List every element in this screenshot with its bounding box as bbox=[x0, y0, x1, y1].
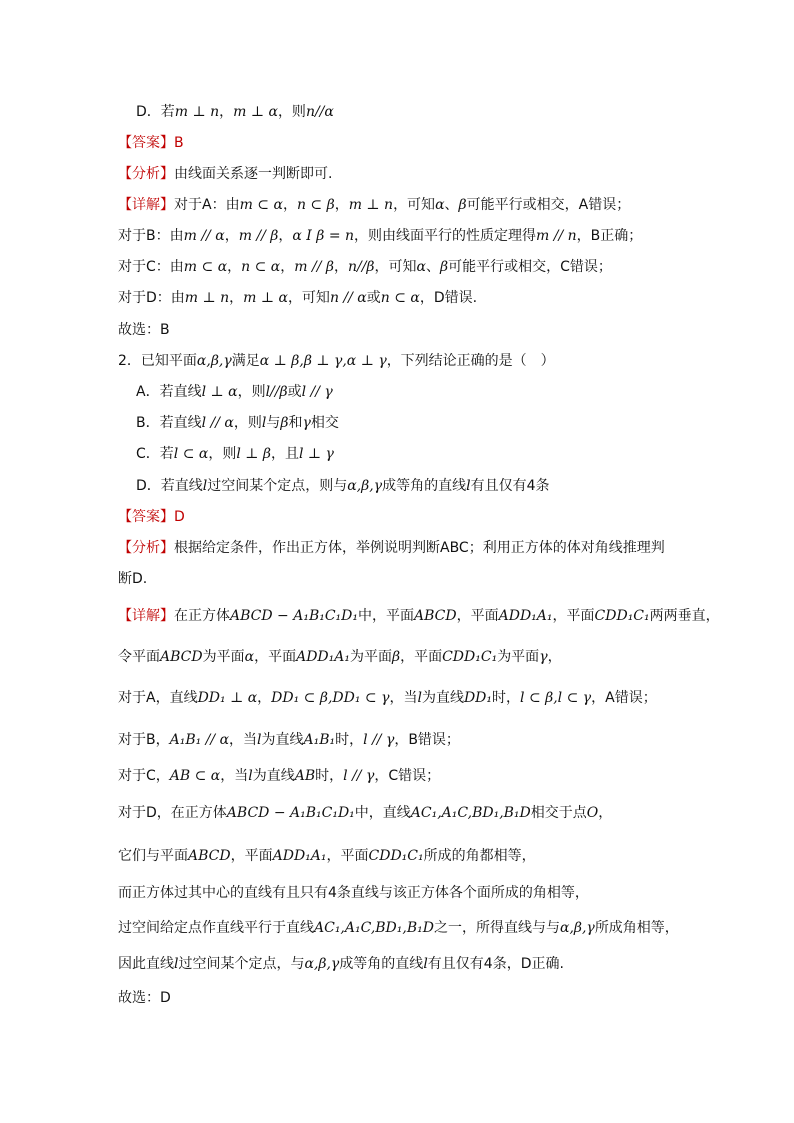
math-expression: m // n bbox=[536, 228, 577, 244]
text-run: 所成的角都相等， bbox=[423, 848, 536, 864]
text-run: ， bbox=[598, 805, 613, 821]
text-run: 成等角的直线 bbox=[339, 956, 424, 972]
text-run: 它们与平面 bbox=[118, 848, 188, 864]
math-expression: ADD₁A₁ bbox=[498, 608, 553, 624]
math-expression: CDD₁C₁ bbox=[368, 848, 424, 864]
math-expression: ABCD − A₁B₁C₁D₁ bbox=[226, 805, 355, 821]
text-run: 过空间给定点作直线平行于直线 bbox=[118, 920, 314, 936]
math-expression: β bbox=[391, 649, 401, 665]
text-line bbox=[118, 988, 171, 1008]
math-expression: l bbox=[257, 732, 262, 748]
text-run: 为平面 bbox=[349, 649, 392, 665]
text-run: 中，直线 bbox=[354, 805, 411, 821]
math-expression: l ⊂ α bbox=[173, 446, 209, 462]
math-expression: β bbox=[458, 197, 467, 213]
math-expression: A₁B₁ // α bbox=[169, 732, 230, 748]
math-expression: AB ⊂ α bbox=[169, 768, 221, 784]
math-expression: l ⊥ γ bbox=[298, 446, 334, 462]
text-line bbox=[118, 164, 332, 184]
text-run: 中，平面 bbox=[358, 608, 415, 624]
math-expression: A₁B₁ bbox=[303, 732, 336, 748]
text-run: 满足 bbox=[231, 353, 260, 369]
math-expression: l // γ bbox=[301, 384, 333, 400]
math-expression: m // α bbox=[183, 228, 225, 244]
text-run: D．若 bbox=[136, 104, 175, 120]
text-run: 过空间某个定点，则与 bbox=[207, 478, 348, 494]
text-run: 对于C：由 bbox=[118, 259, 184, 275]
text-run: 所成角相等， bbox=[594, 920, 679, 936]
math-expression: γ bbox=[539, 649, 548, 665]
text-run: ，可知 bbox=[374, 259, 417, 275]
math-expression: m ⊂ α bbox=[239, 197, 283, 213]
text-line bbox=[118, 606, 720, 626]
text-line bbox=[118, 538, 665, 558]
math-expression: AB bbox=[294, 768, 316, 784]
text-run: 为直线 bbox=[421, 690, 464, 706]
math-expression: AC₁,A₁C,BD₁,B₁D bbox=[314, 920, 434, 936]
math-expression: γ bbox=[302, 415, 311, 431]
text-run: 对于A：由 bbox=[174, 197, 240, 213]
text-run: ，可知 bbox=[393, 197, 436, 213]
text-run: 相交于点 bbox=[530, 805, 587, 821]
text-run: 时， bbox=[492, 690, 521, 706]
text-run: ，A错误； bbox=[591, 690, 657, 706]
text-run: 对于B， bbox=[118, 732, 170, 748]
text-run: 有且仅有4条 bbox=[470, 478, 550, 494]
math-expression: ABCD bbox=[160, 649, 203, 665]
text-run: ，平面 bbox=[552, 608, 595, 624]
text-line bbox=[118, 226, 642, 246]
text-run: ，当 bbox=[389, 690, 418, 706]
text-run: C．若 bbox=[136, 446, 174, 462]
section-tag: 【分析】 bbox=[118, 540, 174, 556]
text-run: 为平面 bbox=[497, 649, 540, 665]
math-expression: n ⊂ β bbox=[296, 197, 335, 213]
math-expression: l//β bbox=[265, 384, 288, 400]
math-expression: β bbox=[280, 415, 289, 431]
math-expression: m ⊥ n bbox=[348, 197, 394, 213]
text-line bbox=[118, 288, 477, 308]
text-run: ， bbox=[333, 259, 348, 275]
text-run: 时， bbox=[315, 768, 344, 784]
text-run: 两两垂直， bbox=[649, 608, 720, 624]
text-run: ， bbox=[547, 649, 562, 665]
math-expression: m ⊥ α bbox=[243, 290, 288, 306]
math-expression: m // β bbox=[294, 259, 334, 275]
text-line bbox=[136, 444, 334, 464]
text-run: ，则 bbox=[208, 446, 237, 462]
text-run: 可能平行或相交，C错误； bbox=[448, 259, 612, 275]
math-expression: m ⊥ n bbox=[174, 104, 220, 120]
text-line bbox=[118, 569, 147, 589]
math-expression: l ⊥ β bbox=[236, 446, 271, 462]
text-run: 由线面关系逐一判断即可. bbox=[174, 166, 333, 182]
math-expression: ABCD bbox=[414, 608, 457, 624]
text-run: 可能平行或相交，A错误； bbox=[466, 197, 631, 213]
math-expression: l ⊥ α bbox=[201, 384, 238, 400]
section-tag: 【详解】 bbox=[118, 608, 174, 624]
math-expression: DD₁ ⊥ α bbox=[197, 690, 258, 706]
math-expression: CDD₁C₁ bbox=[594, 608, 650, 624]
section-tag: 【详解】 bbox=[118, 197, 174, 213]
text-run: 对于B：由 bbox=[118, 228, 184, 244]
text-line bbox=[118, 688, 657, 708]
math-expression: m // β bbox=[238, 228, 279, 244]
text-run: 过空间某个定点，与 bbox=[178, 956, 305, 972]
math-expression: l // α bbox=[201, 415, 234, 431]
text-line bbox=[136, 102, 334, 122]
text-line bbox=[136, 413, 339, 433]
text-run: 或 bbox=[287, 384, 302, 400]
text-run: ，则 bbox=[233, 415, 262, 431]
text-run: 故选：D bbox=[118, 990, 171, 1006]
text-line bbox=[118, 647, 562, 667]
text-line bbox=[118, 507, 185, 527]
text-run: ， bbox=[278, 228, 293, 244]
text-run: ，则 bbox=[237, 384, 266, 400]
text-run: ，平面 bbox=[230, 848, 273, 864]
math-expression: n ⊂ α bbox=[380, 290, 420, 306]
math-expression: α bbox=[435, 197, 445, 213]
text-run: 为平面 bbox=[202, 649, 245, 665]
math-expression: DD₁ bbox=[463, 690, 493, 706]
text-run: 时， bbox=[335, 732, 364, 748]
text-run: 对于D：由 bbox=[118, 290, 185, 306]
text-line bbox=[118, 766, 440, 786]
math-expression: CDD₁C₁ bbox=[442, 649, 498, 665]
math-expression: n//α bbox=[305, 104, 334, 120]
text-run: 对于C， bbox=[118, 768, 170, 784]
math-expression: α,β,γ bbox=[347, 478, 383, 494]
text-run: 、 bbox=[425, 259, 440, 275]
math-expression: α I β = n bbox=[292, 228, 355, 244]
text-run: D bbox=[174, 509, 185, 525]
text-run: ， bbox=[219, 104, 234, 120]
text-run: ， bbox=[227, 259, 242, 275]
text-run: ，当 bbox=[229, 732, 258, 748]
text-run: B．若直线 bbox=[136, 415, 202, 431]
text-line bbox=[118, 730, 460, 750]
math-expression: l ⊂ β,l ⊂ γ bbox=[520, 690, 592, 706]
text-run: 令平面 bbox=[118, 649, 160, 665]
math-expression: AC₁,A₁C,BD₁,B₁D bbox=[410, 805, 531, 821]
math-expression: ADD₁A₁ bbox=[272, 848, 327, 864]
text-run: 根据给定条件，作出正方体，举例说明判断ABC；利用正方体的体对角线推理判 bbox=[174, 540, 665, 556]
math-expression: n//β bbox=[347, 259, 375, 275]
text-line bbox=[118, 195, 630, 215]
text-run: 成等角的直线 bbox=[382, 478, 467, 494]
section-tag: 【答案】 bbox=[118, 509, 174, 525]
text-run: ，C错误； bbox=[374, 768, 441, 784]
text-run: ，B正确； bbox=[576, 228, 643, 244]
text-line bbox=[136, 476, 550, 496]
text-run: 对于D，在正方体 bbox=[118, 805, 227, 821]
math-expression: β bbox=[439, 259, 449, 275]
text-line bbox=[118, 133, 184, 153]
text-run: ，平面 bbox=[400, 649, 443, 665]
text-run: 而正方体过其中心的直线有且只有4条直线与该正方体各个面所成的角相等， bbox=[118, 885, 589, 901]
text-run: ，平面 bbox=[326, 848, 369, 864]
math-expression: l bbox=[202, 478, 208, 494]
math-expression: ABCD − A₁B₁C₁D₁ bbox=[230, 608, 359, 624]
text-run: 对于A，直线 bbox=[118, 690, 198, 706]
text-run: ， bbox=[229, 290, 244, 306]
math-expression: l bbox=[423, 956, 428, 972]
math-expression: l bbox=[261, 415, 267, 431]
math-expression: ABCD bbox=[188, 848, 231, 864]
section-tag: 【答案】 bbox=[118, 135, 174, 151]
section-tag: 【分析】 bbox=[118, 166, 174, 182]
text-line bbox=[118, 320, 170, 340]
math-expression: n // α bbox=[329, 290, 367, 306]
text-line bbox=[118, 257, 612, 277]
text-run: ， bbox=[224, 228, 239, 244]
text-run: 与 bbox=[266, 415, 281, 431]
text-run: 或 bbox=[366, 290, 381, 306]
text-run: ，当 bbox=[220, 768, 249, 784]
text-line bbox=[118, 918, 679, 938]
math-expression: m ⊥ n bbox=[184, 290, 230, 306]
text-run: 有且仅有4条，D正确. bbox=[427, 956, 564, 972]
math-expression: m ⊥ α bbox=[233, 104, 278, 120]
text-line bbox=[118, 803, 612, 823]
text-run: ，平面 bbox=[456, 608, 499, 624]
text-run: 故选：B bbox=[118, 322, 170, 338]
math-expression: l bbox=[466, 478, 471, 494]
text-line bbox=[118, 883, 589, 903]
text-run: ，则由线面平行的性质定理得 bbox=[354, 228, 537, 244]
text-run: B bbox=[174, 135, 184, 151]
math-expression: ADD₁A₁ bbox=[296, 649, 350, 665]
text-run: ，下列结论正确的是（ ） bbox=[386, 353, 555, 369]
math-expression: α,β,γ bbox=[559, 920, 595, 936]
math-expression: l // γ bbox=[363, 732, 395, 748]
math-expression: O bbox=[586, 805, 599, 821]
text-run: A．若直线 bbox=[136, 384, 202, 400]
text-run: 在正方体 bbox=[174, 608, 230, 624]
text-run: ， bbox=[282, 197, 297, 213]
text-line bbox=[118, 846, 536, 866]
math-expression: m ⊂ α bbox=[183, 259, 228, 275]
math-expression: DD₁ ⊂ β,DD₁ ⊂ γ bbox=[271, 690, 390, 706]
text-line bbox=[118, 954, 564, 974]
text-run: 2．已知平面 bbox=[118, 353, 197, 369]
text-run: 和 bbox=[288, 415, 303, 431]
text-run: 为直线 bbox=[261, 732, 304, 748]
text-line bbox=[136, 382, 333, 402]
math-expression: α,β,γ bbox=[304, 956, 340, 972]
text-run: ， bbox=[257, 690, 272, 706]
math-expression: l // γ bbox=[343, 768, 375, 784]
text-line bbox=[118, 351, 555, 371]
text-run: ， bbox=[334, 197, 349, 213]
text-run: ，平面 bbox=[254, 649, 297, 665]
text-run: 相交 bbox=[310, 415, 339, 431]
math-expression: n ⊂ α bbox=[241, 259, 281, 275]
text-run: 因此直线 bbox=[118, 956, 174, 972]
math-expression: α bbox=[416, 259, 426, 275]
text-run: D．若直线 bbox=[136, 478, 203, 494]
math-expression: α,β,γ bbox=[196, 353, 232, 369]
math-expression: α bbox=[244, 649, 255, 665]
text-run: ，且 bbox=[270, 446, 299, 462]
text-run: 之一，所得直线与与 bbox=[433, 920, 560, 936]
text-run: ，可知 bbox=[287, 290, 330, 306]
math-expression: l bbox=[174, 956, 179, 972]
math-expression: α ⊥ β,β ⊥ γ,α ⊥ γ bbox=[259, 353, 387, 369]
text-run: 、 bbox=[444, 197, 459, 213]
text-run: ，则 bbox=[277, 104, 306, 120]
math-expression: l bbox=[248, 768, 253, 784]
text-run: ，D错误. bbox=[419, 290, 478, 306]
text-run: 为直线 bbox=[252, 768, 295, 784]
text-run: 断D. bbox=[118, 571, 148, 587]
text-run: ， bbox=[280, 259, 295, 275]
math-expression: l bbox=[417, 690, 422, 706]
text-run: ，B错误； bbox=[394, 732, 460, 748]
